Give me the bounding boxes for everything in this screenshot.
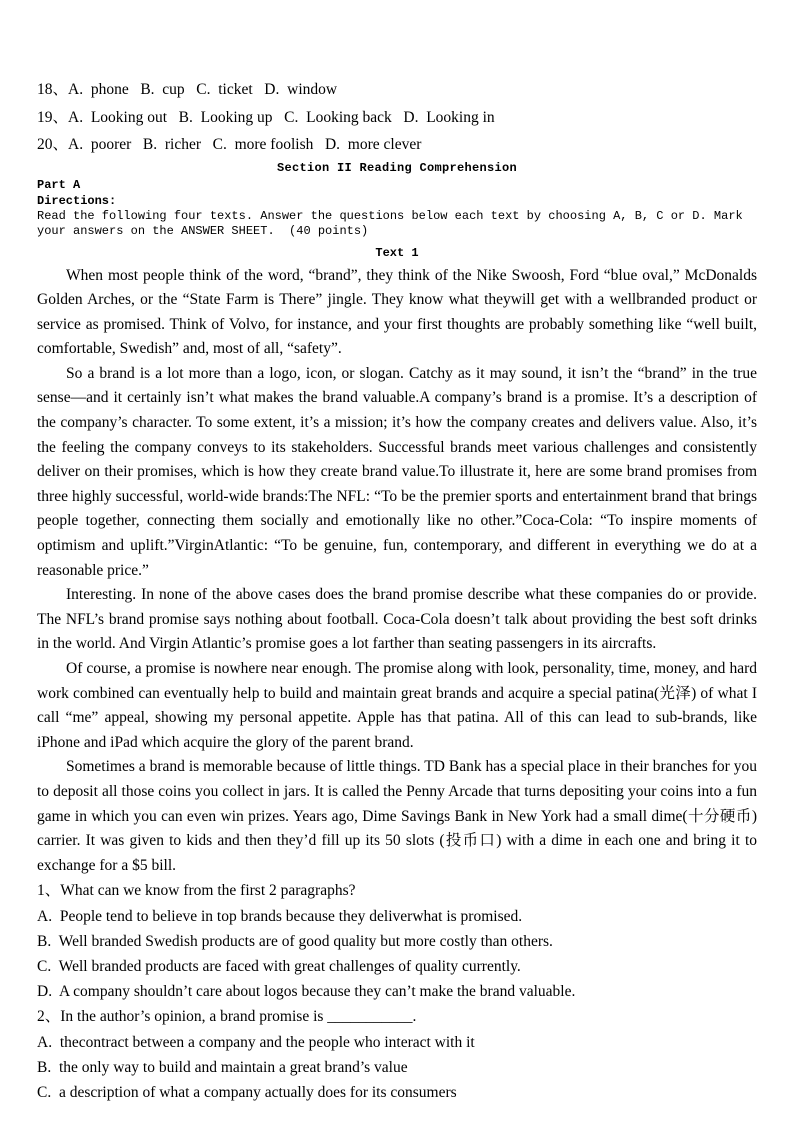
question-2-option-c: C. a description of what a company actually does for its consumers — [37, 1083, 457, 1101]
passage-paragraph: So a brand is a lot more than a logo, icon, or slogan. Catchy as it may sound, it isn’t the “brand” in the true sense—and it certainly isn’t what makes the brand valuable.A company’s brand is a promise. It’s a description of the company’s character. To some extent, it’s a mission; it’s how the company creates and delivers value. Also, it’s the feeling the company conveys to its stakeholders. Successful brands meet various challenges and consistently deliver on their promises, which is how they create brand value.To illustrate it, here are some brand promises from three highly successful, world-wide brands:The NFL: “To be the premier sports and entertainment brand that brings people together, connecting them socially and emotionally like no other.”Coca-Cola: “To inspire moments of optimism and uplift.”VirginAtlantic: “To be genuine, fun, contemporary, and different in everything we do at a reasonable price.” — [37, 364, 757, 579]
question-2-stem: 2、In the author’s opinion, a brand promise is ___________. — [37, 1008, 417, 1026]
cloze-line-19: 19、A. Looking out B. Looking up C. Looking back D. Looking in — [37, 108, 495, 126]
cloze-line-20: 20、A. poorer B. richer C. more foolish D. more clever — [37, 136, 422, 153]
passage-paragraph: When most people think of the word, “brand”, they think of the Nike Swoosh, Ford “blue oval,” McDonalds Golden Arches, or the “State Farm is There” jingle. They know what theywill get with a wellbranded product or service as promised. Think of Volvo, for instance, and your first thoughts are probably something like “well built, comfortable, Swedish” and, most of all, “safety”. — [37, 266, 757, 358]
question-2-option-b: B. the only way to build and maintain a great brand’s value — [37, 1058, 408, 1076]
part-a-label: Part A — [37, 177, 81, 192]
directions-text-line-1: Read the following four texts. Answer the questions below each text by choosing A, B, C or D. Mark — [37, 208, 743, 223]
passage-body — [37, 264, 757, 879]
directions-text-line-2: your answers on the ANSWER SHEET. (40 points) — [37, 224, 369, 238]
question-1-option-d: D. A company shouldn’t care about logos because they can’t make the brand valuable. — [37, 983, 576, 1001]
text-1-heading: Text 1 — [375, 245, 419, 260]
questions-block — [37, 878, 757, 1105]
cloze-line-18: 18、A. phone B. cup C. ticket D. window — [37, 81, 338, 98]
question-1-option-a: A. People tend to believe in top brands because they deliverwhat is promised. — [37, 907, 523, 925]
question-2-option-a: A. thecontract between a company and the people who interact with it — [37, 1033, 475, 1051]
passage-paragraph: Interesting. In none of the above cases does the brand promise describe what these companies do or provide. The NFL’s brand promise says nothing about football. Coca-Cola doesn’t talk about providing the best soft drinks in the world. And Virgin Atlantic’s promise goes a lot farther than seating passengers in its aircrafts. — [37, 586, 757, 653]
question-1-option-b: B. Well branded Swedish products are of good quality but more costly than others. — [37, 932, 553, 950]
directions-label: Directions: — [37, 193, 117, 208]
passage-paragraph: Of course, a promise is nowhere near enough. The promise along with look, personality, time, money, and hard work combined can eventually help to build and maintain great brands and acquire a special patina(光泽) of what I call “me” appeal, showing my personal appetite. Apple has that patina. All of this can lead to sub-brands, like iPhone and iPad which acquire the glory of the parent brand. — [37, 660, 757, 751]
cloze-options-block — [37, 76, 757, 159]
question-1-option-c: C. Well branded products are faced with great challenges of quality currently. — [37, 957, 521, 975]
question-1-stem: 1、What can we know from the first 2 paragraphs? — [37, 882, 356, 900]
passage-paragraph: Sometimes a brand is memorable because of little things. TD Bank has a special place in their branches for you to deposit all those coins you collect in jars. It is called the Penny Arcade that turns depositing your coins into a fun game in which you can even win prizes. Years ago, Dime Savings Bank in New York had a small dime(十分硬币) carrier. It was given to kids and then they’d fill up its 50 slots (投币口) with a dime in each one and bring it to exchange for a $5 bill. — [37, 758, 757, 874]
section-heading: Section II Reading Comprehension — [276, 160, 518, 175]
